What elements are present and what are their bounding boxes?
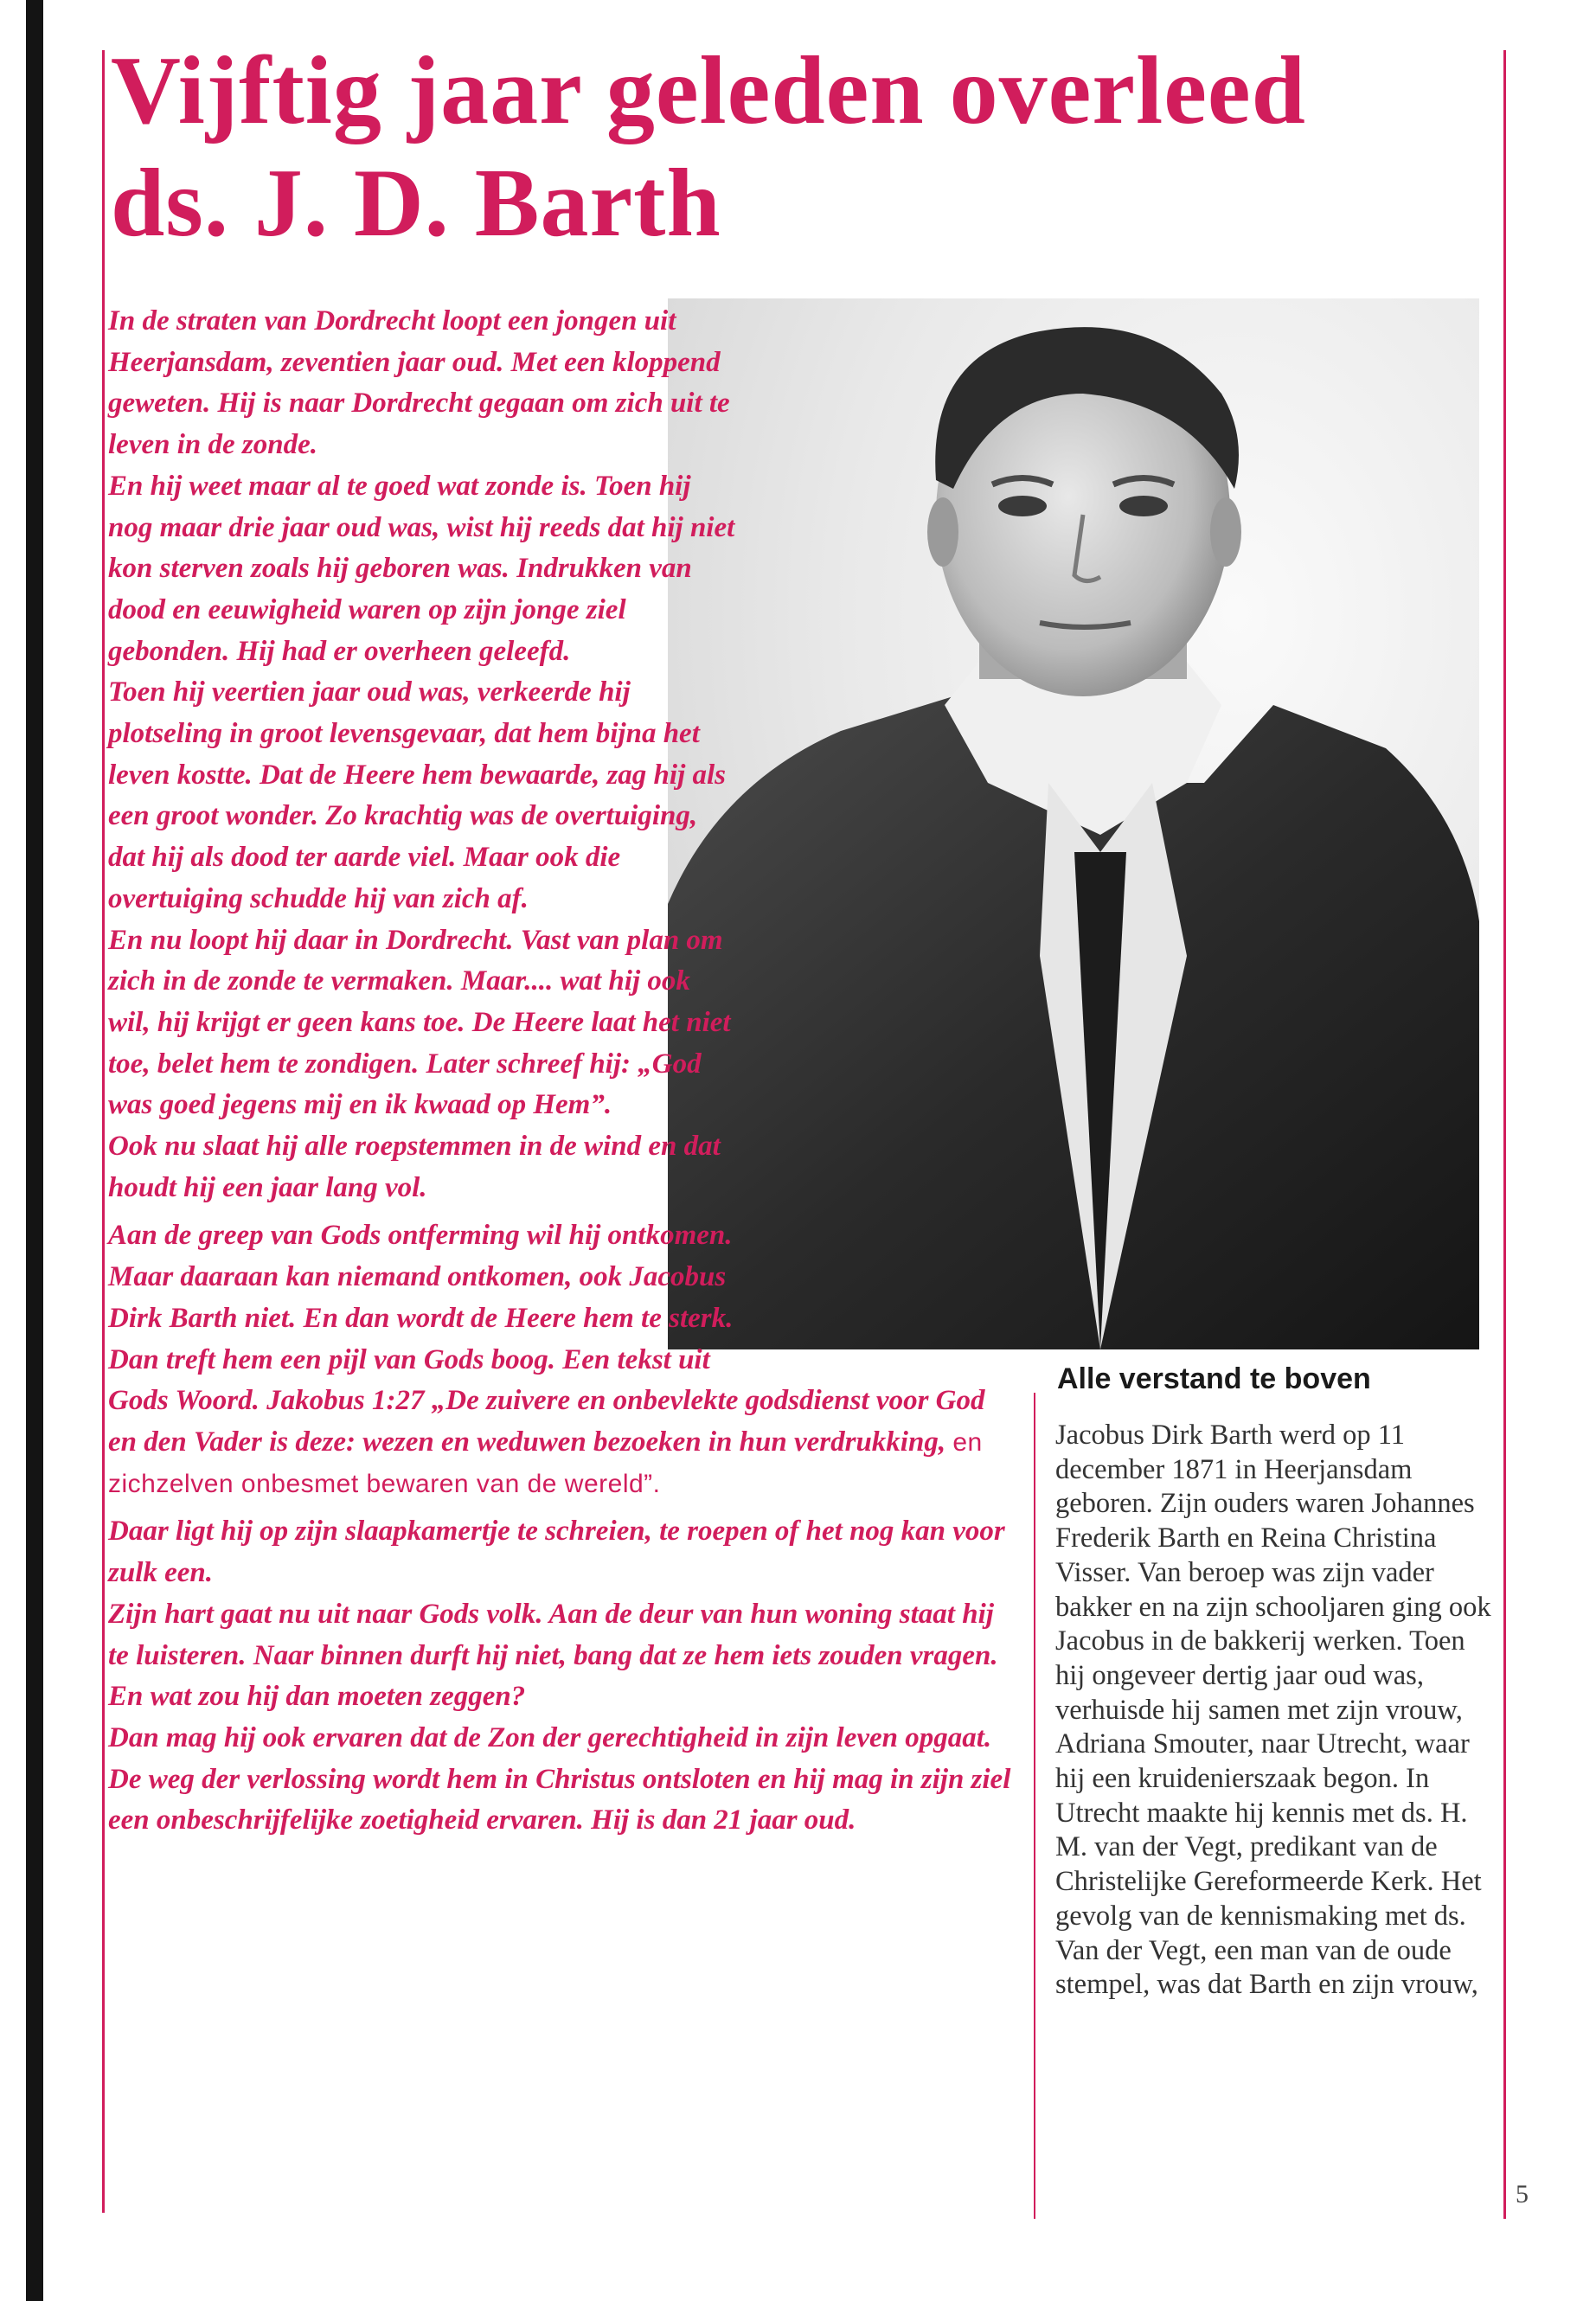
intro-text: [108, 301, 1016, 1842]
intro-paragraph-2: En hij weet maar al te goed wat zonde is. Toen hij nog maar drie jaar oud was, wist hij reeds dat hij niet kon sterven zoals hij geboren was. Indrukken van dood en eeuwigheid waren op zijn jonge ziel gebonden. Hij had er overheen geleefd.: [108, 470, 735, 667]
sidebar-body: Jacobus Dirk Barth werd op 11 december 1871 in Heerjansdam geboren. Zijn ouders waren Johannes Frederik Barth en Reina Christina Visser. Van beroep was zijn vader bakker en na zijn schooljaren ging ook Jacobus in de bakkerij werken. Toen hij ongeveer dertig jaar oud was, verhuisde hij samen met zijn vrouw, Adriana Smouter, naar Utrecht, waar hij een kruidenierszaak begon. In Utrecht maakte hij kennis met ds. H. M. van der Vegt, predikant van de Christelijke Gereformeerde Kerk. Het gevolg van de kennismaking met ds. Van der Vegt, een man van de oude stempel, was dat Barth en zijn vrouw,: [1055, 1420, 1491, 2001]
sidebar-heading: Alle verstand te boven: [1057, 1362, 1371, 1395]
title-line-2: ds. J. D. Barth: [111, 150, 721, 257]
article-title: [111, 35, 1408, 260]
left-rule: [102, 50, 105, 2213]
column-rule: [1034, 1393, 1035, 2219]
intro-paragraph-8: Zijn hart gaat nu uit naar Gods volk. Aan de deur van hun woning staat hij te luisteren. Naar binnen durft hij niet, bang dat ze hem iets zouden vragen. En wat zou hij dan moeten zeggen?: [108, 1598, 998, 1713]
intro-paragraph-6-bold: Aan de greep van Gods ontferming wil hij ontkomen. Maar daaraan kan niemand ontkomen, ook Jacobus Dirk Barth niet. En dan wordt de Heere hem te sterk. Dan treft hem een pijl van Gods boog. Een tekst uit Gods Woord. Jakobus 1:27 „De zuivere en onbevlekte godsdienst voor God en den Vader is deze: wezen en weduwen bezoeken in hun verdrukking,: [108, 1220, 985, 1458]
intro-paragraph-6-plain: en zichzelven onbesmet bewaren van de wereld”.: [108, 1427, 983, 1498]
title-line-1: Vijftig jaar geleden overleed: [111, 37, 1306, 144]
intro-paragraph-9: Dan mag hij ook ervaren dat de Zon der gerechtigheid in zijn leven opgaat. De weg der verlossing wordt hem in Christus ontsloten en hij mag in zijn ziel een onbeschrijfelijke zoetigheid ervaren. Hij is dan 21 jaar oud.: [108, 1721, 1011, 1836]
binding-shadow: [26, 0, 43, 2301]
page-number-rule: [1503, 2176, 1506, 2219]
page-number: 5: [1516, 2180, 1529, 2208]
photo-spacer: [735, 301, 1016, 1348]
intro-paragraph-1: In de straten van Dordrecht loopt een jongen uit Heerjansdam, zeventien jaar oud. Met een kloppend geweten. Hij is naar Dordrecht gegaan om zich uit te leven in de zonde.: [108, 305, 730, 461]
intro-paragraph-3: Toen hij veertien jaar oud was, verkeerde hij plotseling in groot levensgevaar, dat hem bijna het leven kostte. Dat de Heere hem bewaarde, zag hij als een groot wonder. Zo krachtig was de overtuiging, dat hij als dood ter aarde viel. Maar ook die overtuiging schudde hij van zich af.: [108, 676, 726, 914]
intro-paragraph-7: Daar ligt hij op zijn slaapkamertje te schreien, te roepen of het nog kan voor zulk een.: [108, 1516, 1005, 1589]
right-rule: [1503, 50, 1506, 2204]
intro-paragraph-4: En nu loopt hij daar in Dordrecht. Vast van plan om zich in de zonde te vermaken. Maar.... wat hij ook wil, hij krijgt er geen kans toe. De Heere laat het niet toe, belet hem te zondigen. Later schreef hij: „God was goed jegens mij en ik kwaad op Hem”.: [108, 924, 731, 1121]
intro-paragraph-5: Ook nu slaat hij alle roepstemmen in de wind en dat houdt hij een jaar lang vol.: [108, 1131, 721, 1203]
